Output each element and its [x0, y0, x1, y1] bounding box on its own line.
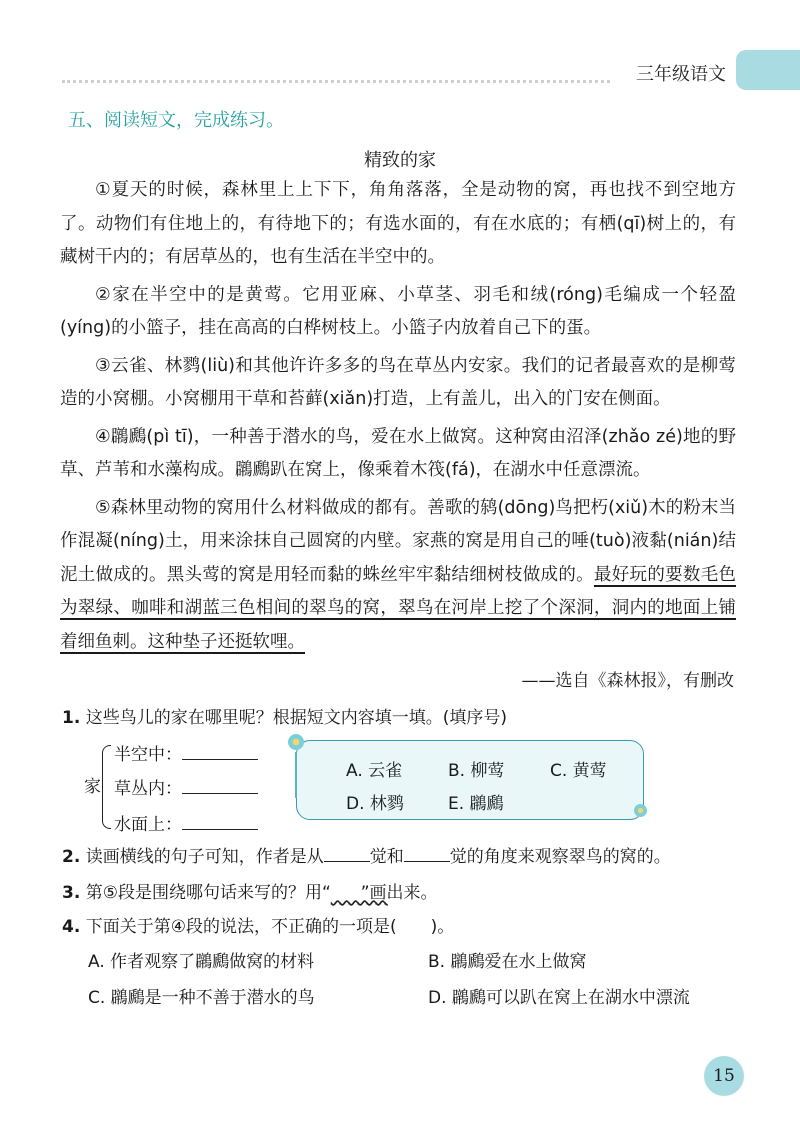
- location-water: [114, 810, 258, 835]
- option-a: A. 云雀: [346, 761, 403, 781]
- header-dotted-rule: [62, 80, 610, 83]
- paragraph-4: ④鸊鷉(pì tī)，一种善于潜水的鸟，爱在水上做窝。这种窝由沼泽(zhǎo zé)地的野草、芦苇和水藻构成。鸊鷉趴在窝上，像乘着木筏(fá)，在湖水中任意漂流。: [60, 426, 736, 480]
- option-d: D. 林鹨: [346, 794, 404, 814]
- underlined-sentence: 最好玩的要数毛色为翠绿、咖啡和湖蓝三色相间的翠鸟的窝，翠鸟在河岸上挖了个深洞，洞内的地面上铺着细鱼刺。这种垫子还挺软哩。: [60, 564, 737, 652]
- location-sky: [114, 740, 258, 765]
- wavy-line-mark: [331, 883, 361, 903]
- source-citation: ——选自《森林报》，有删改: [521, 671, 734, 691]
- choice-a[interactable]: A. 作者观察了鸊鷉做窝的材料: [88, 952, 315, 972]
- flower-icon: [288, 734, 304, 750]
- question-2-text-2: 觉和: [369, 847, 404, 867]
- question-2-text-3: 觉的角度来观察翠鸟的窝的。: [449, 847, 671, 867]
- flower-icon: [634, 804, 647, 817]
- page-number: 15: [704, 1056, 744, 1096]
- location-sky-label: 半空中：: [114, 745, 182, 765]
- option-b: B. 柳莺: [448, 761, 505, 781]
- question-3: [62, 878, 438, 903]
- sense-blank-2[interactable]: [404, 847, 450, 862]
- option-c: C. 黄莺: [550, 761, 607, 781]
- paragraph-1: ①夏天的时候，森林里上上下下，角角落落，全是动物的窝，再也找不到空地方了。动物们有住地上的，有待地下的；有选水面的，有在水底的；有栖(qī)树上的，有藏树干内的；有居草丛的，也有生活在半空中的。: [60, 180, 736, 267]
- paragraph-2: ②家在半空中的是黄莺。它用亚麻、小草茎、羽毛和绒(róng)毛编成一个轻盈(yíng)的小篮子，挂在高高的白桦树枝上。小篮子内放着自己下的蛋。: [60, 284, 736, 338]
- choice-b[interactable]: B. 鸊鷉爱在水上做窝: [428, 952, 587, 972]
- location-grass-label: 草丛内：: [114, 779, 182, 799]
- question-4-number: 4.: [62, 917, 81, 937]
- paragraph-5: [60, 492, 736, 660]
- choice-c[interactable]: C. 鸊鷉是一种不善于潜水的鸟: [88, 988, 315, 1008]
- location-water-label: 水面上：: [114, 815, 182, 835]
- left-brace: [102, 745, 111, 829]
- vine-decoration: [295, 752, 297, 798]
- choice-d[interactable]: D. 鸊鷉可以趴在窝上在湖水中漂流: [428, 988, 690, 1008]
- question-2-number: 2.: [62, 847, 81, 867]
- section-title: 五、阅读短文，完成练习。: [68, 110, 284, 131]
- question-1: [62, 703, 507, 728]
- paragraph-3: ③云雀、林鹨(liù)和其他许许多多的鸟在草丛内安家。我们的记者最喜欢的是柳莺造的小窝棚。小窝棚用干草和苔藓(xiǎn)打造，上有盖儿，出入的门安在侧面。: [60, 355, 736, 409]
- question-1-number: 1.: [62, 708, 81, 728]
- grade-label: 三年级语文: [636, 64, 726, 85]
- question-2-text-1: 读画横线的句子可知，作者是从: [85, 847, 324, 867]
- question-3-text-2: ”画出来。: [360, 883, 438, 903]
- option-e: E. 鸊鷉: [448, 794, 504, 814]
- question-4-text-1: 下面关于第④段的说法，不正确的一项是(: [85, 917, 397, 937]
- question-2: [62, 842, 671, 867]
- paragraph-5-text: ⑤森林里动物的窝用什么材料做成的都有。善歌的鸫(dōng)鸟把朽(xiǔ)木的粉末当作混凝(níng)土，用来涂抹自己圆窝的内壁。家燕的窝是用自己的唾(tuò)液黏(nián)结泥土做成的。黑头莺的窝是用轻而黏的蛛丝牢牢黏结细树枝做成的。: [60, 497, 736, 585]
- question-1-text: 这些鸟儿的家在哪里呢？根据短文内容填一填。(填序号): [85, 708, 507, 728]
- grade-tab-decoration: [736, 50, 800, 90]
- grass-answer-blank[interactable]: [182, 779, 258, 794]
- water-answer-blank[interactable]: [182, 815, 258, 830]
- home-label: 家: [84, 777, 101, 797]
- question-3-text-1: 第⑤段是围绕哪句话来写的？用“: [85, 883, 331, 903]
- reading-passage: [60, 174, 736, 663]
- question-4-text-2: )。: [430, 917, 455, 937]
- location-grass: [114, 774, 258, 799]
- question-4: [62, 912, 454, 937]
- story-title: 精致的家: [364, 150, 436, 171]
- sky-answer-blank[interactable]: [182, 745, 258, 760]
- question-3-number: 3.: [62, 883, 81, 903]
- sense-blank-1[interactable]: [324, 847, 370, 862]
